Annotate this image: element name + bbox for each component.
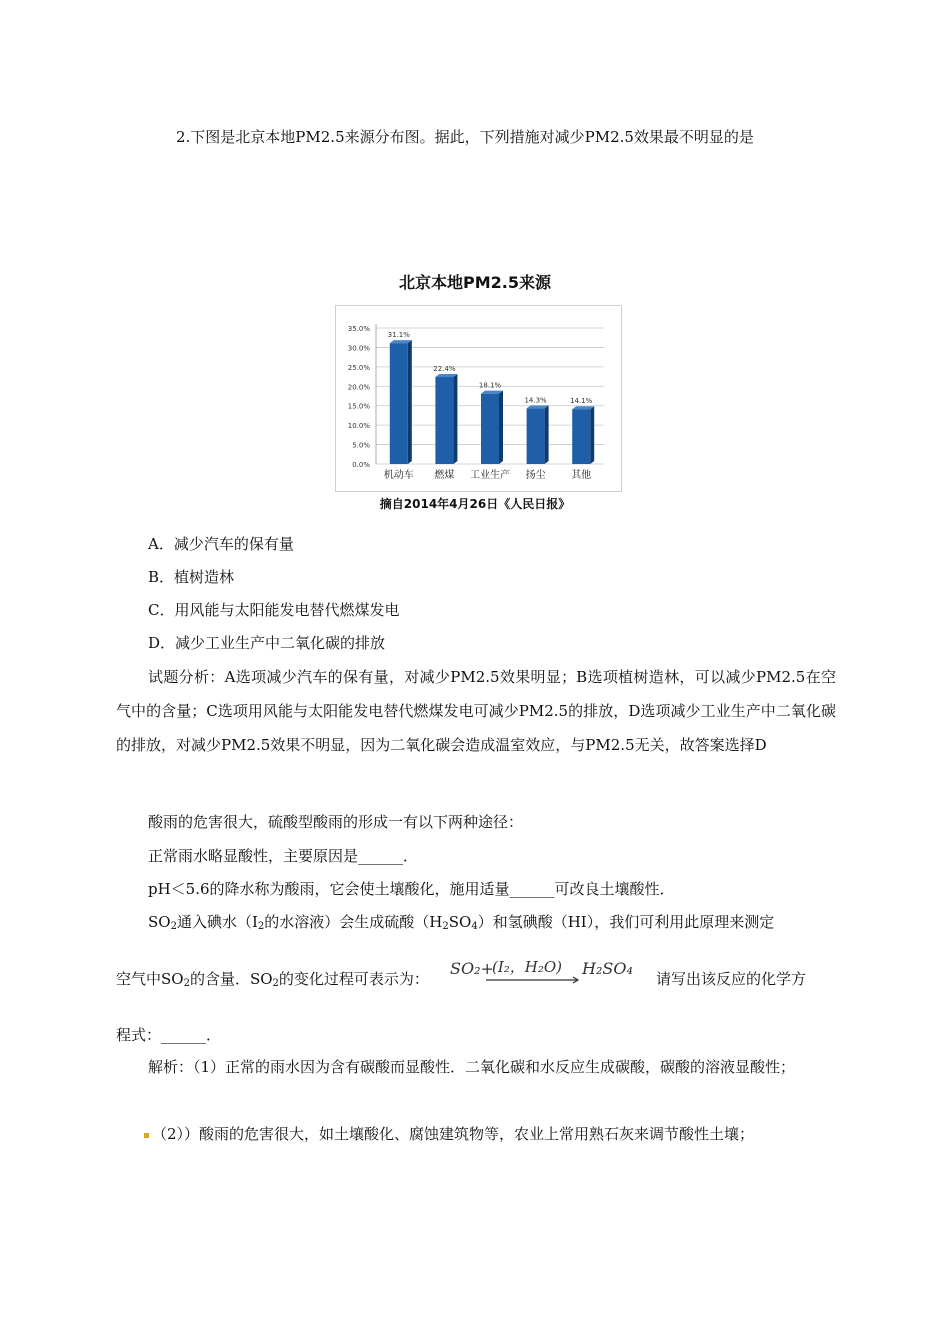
- x-tick-label: 工业生产: [470, 470, 510, 481]
- question-3-line2a: 空气中$SO_2$的含量．$SO_2$的变化过程可表示为：: [116, 970, 429, 989]
- bar-side: [499, 391, 503, 464]
- question-3-line3: 程式：______．: [116, 1026, 222, 1044]
- question-2: pH＜5.6的降水称为酸雨，它会使土壤酸化，施用适量______可改良土壤酸性．: [148, 880, 675, 898]
- data-label: 14.1%: [570, 397, 593, 406]
- bar: [481, 394, 499, 464]
- y-tick-label: 30.0%: [347, 344, 370, 353]
- equation-condition: (I₂，H₂O): [492, 958, 563, 976]
- x-tick-label: 其他: [571, 470, 592, 481]
- bar: [527, 408, 545, 464]
- question-3-line1: $SO_2$通入碘水（$I_2$的水溶液）会生成硫酸$(H_2SO_4)$和氢碘酸（HI），我们可利用此原理来测定: [148, 913, 775, 932]
- x-tick-label: 燃煤: [434, 470, 455, 481]
- y-tick-label: 5.0%: [352, 441, 370, 450]
- y-tick-label: 20.0%: [347, 383, 370, 392]
- analysis-paragraph: 试题分析：A选项减少汽车的保有量，对减少PM2.5效果明显；B选项植树造林，可以减少PM2.5在空气中的含量；C选项用风能与太阳能发电替代燃煤发电可减少PM2.5的排放，D选项减少工业生产中二氧化碳的排放，对减少PM2.5效果不明显，因为二氧化碳会造成温室效应，与PM2.5无关，故答案选择D: [116, 668, 836, 754]
- data-label: 31.1%: [387, 331, 410, 340]
- solution-2: （2））酸雨的危害很大，如土壤酸化、腐蚀建筑物等，农业上常用熟石灰来调节酸性土壤；: [152, 1125, 755, 1143]
- option-c: C．用风能与太阳能发电替代燃煤发电: [148, 601, 400, 619]
- y-tick-label: 15.0%: [347, 402, 370, 411]
- chart-frame: [335, 305, 622, 492]
- solution-1: 解析：（1）正常的雨水因为含有碳酸而显酸性．二氧化碳和水反应生成碳酸，碳酸的溶液显酸性；: [148, 1058, 796, 1076]
- y-tick-label: 10.0%: [347, 422, 370, 431]
- solution-2-row: [144, 1123, 754, 1145]
- question-3-line2b: 请写出该反应的化学方: [656, 970, 807, 988]
- equation-right: H₂SO₄: [582, 959, 633, 978]
- bar-chart: [336, 306, 621, 491]
- question-text: 2.下图是北京本地PM2.5来源分布图。据此，下列措施对减少PM2.5效果最不明显的是: [176, 128, 754, 146]
- y-tick-label: 35.0%: [347, 325, 370, 333]
- acid-intro: 酸雨的危害很大，硫酸型酸雨的形成一有以下两种途径：: [148, 813, 524, 831]
- equation-left: SO₂+: [450, 959, 494, 978]
- option-d: D．减少工业生产中二氧化碳的排放: [148, 634, 386, 652]
- bar: [435, 377, 453, 464]
- chart-title: 北京本地PM2.5来源: [399, 273, 551, 292]
- bar: [390, 343, 408, 464]
- question-1: 正常雨水略显酸性，主要原因是______．: [148, 847, 419, 865]
- bar: [572, 409, 590, 464]
- reaction-equation: [450, 956, 648, 986]
- option-b: B．植树造林: [148, 568, 235, 586]
- data-label: 22.4%: [433, 364, 456, 373]
- bullet-marker-icon: [144, 1133, 149, 1138]
- x-tick-label: 扬尘: [525, 470, 546, 481]
- data-label: 18.1%: [478, 381, 502, 390]
- bar-side: [545, 405, 549, 464]
- x-tick-label: 机动车: [383, 470, 414, 481]
- y-tick-label: 0.0%: [352, 461, 370, 469]
- bar-side: [453, 374, 457, 464]
- option-a: A．减少汽车的保有量: [148, 535, 294, 553]
- bar-side: [408, 340, 412, 464]
- data-label: 14.3%: [524, 396, 547, 405]
- y-tick-label: 25.0%: [347, 363, 370, 372]
- chart-source: 摘自2014年4月26日《人民日报》: [379, 497, 571, 511]
- bar-side: [590, 406, 594, 464]
